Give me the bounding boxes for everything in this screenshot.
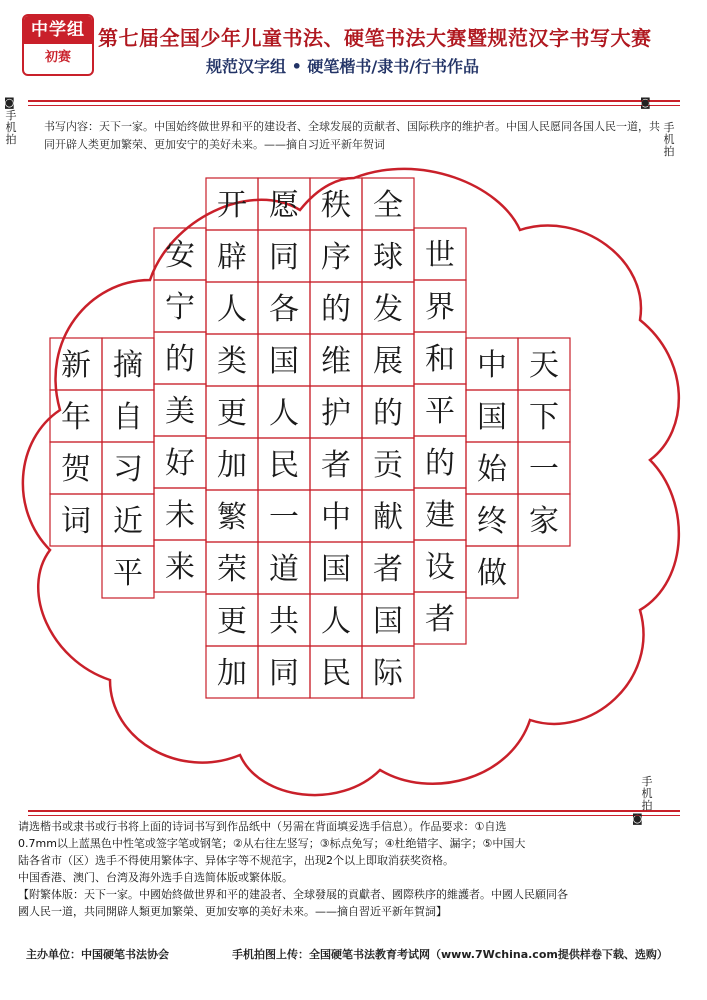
grid-character: 词 — [61, 504, 91, 539]
grid-character: 近 — [113, 504, 143, 539]
camera-icon: ◙ — [640, 96, 651, 109]
bottom-divider-thin — [28, 815, 680, 816]
upload-text: 手机拍图上传：全国硬笔书法教育考试网（www.7Wchina.com提供样卷下载、选购） — [232, 948, 668, 961]
grid-character: 宁 — [165, 290, 195, 325]
badge-stage-label: 初赛 — [44, 50, 71, 65]
grid-character: 民 — [321, 656, 351, 691]
organizer-text: 主办单位：中国硬笔书法协会 — [26, 948, 169, 961]
grid-character: 始 — [477, 452, 507, 487]
instructions — [18, 818, 690, 920]
grid-character: 秩 — [321, 188, 351, 223]
camera-icon: ◙ — [4, 96, 15, 109]
grid-character: 好 — [165, 446, 195, 481]
instruction-line: 中国香港、澳门、台湾及海外选手自选简体版或繁体版。 — [18, 871, 293, 884]
grid-character: 家 — [529, 504, 559, 539]
grid-character: 辟 — [217, 240, 247, 275]
grid-character: 安 — [165, 238, 195, 273]
grid-character: 国 — [477, 400, 507, 435]
grid-character: 贺 — [61, 452, 91, 487]
grid-character: 民 — [269, 448, 299, 483]
top-divider-thick — [28, 100, 680, 102]
grid-character: 的 — [321, 292, 351, 327]
grid-character: 和 — [425, 342, 455, 377]
grid-character: 中 — [477, 348, 507, 383]
grid-character: 贡 — [373, 448, 403, 483]
grid-character: 道 — [269, 552, 299, 587]
grid-character: 习 — [113, 452, 143, 487]
grid-character: 天 — [529, 348, 559, 383]
grid-character: 一 — [269, 500, 299, 535]
grid-character: 国 — [373, 604, 403, 639]
grid-character: 加 — [217, 448, 247, 483]
grid-character: 下 — [529, 400, 559, 435]
grid-character: 中 — [321, 500, 351, 535]
grid-character: 做 — [477, 556, 507, 591]
grid-character: 界 — [425, 290, 455, 325]
grid-character: 同 — [269, 656, 299, 691]
calligraphy-grid-area — [0, 160, 707, 810]
group-badge — [22, 14, 94, 76]
grid-character: 护 — [321, 396, 351, 431]
grid-character: 人 — [217, 292, 247, 327]
camera-icon: ◙ — [632, 812, 643, 825]
grid-character: 愿 — [269, 188, 299, 223]
grid-character: 世 — [425, 238, 455, 273]
grid-character: 更 — [217, 396, 247, 431]
side-label-left: 手机拍 — [5, 109, 17, 146]
grid-character: 终 — [477, 504, 507, 539]
grid-character: 国 — [321, 552, 351, 587]
grid-character: 未 — [165, 498, 195, 533]
grid-character: 年 — [61, 400, 91, 435]
grid-character: 共 — [269, 604, 299, 639]
grid-character: 建 — [425, 498, 455, 533]
grid-character: 人 — [269, 396, 299, 431]
instruction-line: 【附繁体版：天下一家。中國始終做世界和平的建設者、全球發展的貢獻者、國際秩序的維護者。中國人民願同各 — [18, 888, 568, 901]
side-label-right-bottom: 手机拍 — [641, 775, 653, 812]
grid-character: 序 — [321, 240, 351, 275]
side-label-right-top: 手机拍 — [663, 121, 675, 158]
grid-character: 发 — [373, 292, 403, 327]
badge-group-label: 中学组 — [24, 16, 92, 44]
grid-character: 来 — [165, 550, 195, 585]
grid-character: 的 — [165, 342, 195, 377]
grid-character: 开 — [217, 188, 247, 223]
grid-character: 更 — [217, 604, 247, 639]
grid-character: 设 — [425, 550, 455, 585]
grid-character: 展 — [373, 344, 403, 379]
writing-content-text: 书写内容：天下一家。中国始终做世界和平的建设者、全球发展的贡献者、国际秩序的维护者。中国人民愿同各国人民一道，共同开辟人类更加繁荣、更加安宁的美好未来。——摘自习近平新年贺词 — [44, 120, 660, 151]
grid-character: 自 — [113, 400, 143, 435]
grid-character: 者 — [425, 602, 455, 637]
grid-character: 荣 — [217, 552, 247, 587]
grid-character: 平 — [425, 394, 455, 429]
instruction-line: 请选楷书或隶书或行书将上面的诗词书写到作品纸中（另需在背面填妥选手信息）。作品要求：①自选 — [18, 820, 507, 833]
grid-character: 繁 — [217, 500, 247, 535]
grid-character: 同 — [269, 240, 299, 275]
bottom-divider-thick — [28, 810, 680, 812]
grid-character: 球 — [373, 240, 403, 275]
grid-character: 的 — [425, 446, 455, 481]
grid-character: 者 — [321, 448, 351, 483]
grid-character: 新 — [61, 348, 91, 383]
grid-character: 国 — [269, 344, 299, 379]
grid-character: 加 — [217, 656, 247, 691]
grid-character: 摘 — [113, 348, 143, 383]
grid-character: 献 — [373, 500, 403, 535]
grid-character: 维 — [321, 344, 351, 379]
top-divider-thin — [28, 105, 680, 106]
grid-character: 美 — [165, 394, 195, 429]
grid-character: 全 — [373, 188, 403, 223]
grid-character: 平 — [113, 556, 143, 591]
grid-character: 际 — [373, 656, 403, 691]
page-title: 第七届全国少年儿童书法、硬笔书法大赛暨规范汉字书写大赛 — [98, 26, 652, 50]
instruction-line: 陆各省市（区）选手不得使用繁体字、异体字等不规范字，出现2个以上即取消获奖资格。 — [18, 854, 454, 867]
grid-character: 人 — [321, 604, 351, 639]
grid-character: 的 — [373, 396, 403, 431]
instruction-line: 0.7mm以上蓝黑色中性笔或签字笔或钢笔；②从右往左竖写；③标点免写；④杜绝错字、漏字；⑤中国大 — [18, 837, 526, 850]
grid-character: 一 — [529, 452, 559, 487]
instruction-line: 國人民一道，共同開辟人類更加繁榮、更加安寧的美好未來。——摘自習近平新年賀詞】 — [18, 905, 447, 918]
grid-character: 者 — [373, 552, 403, 587]
page-subtitle: 规范汉字组 • 硬笔楷书/隶书/行书作品 — [206, 57, 480, 76]
grid-character: 各 — [269, 292, 299, 327]
grid-character: 类 — [217, 344, 247, 379]
writing-grid — [50, 178, 570, 698]
